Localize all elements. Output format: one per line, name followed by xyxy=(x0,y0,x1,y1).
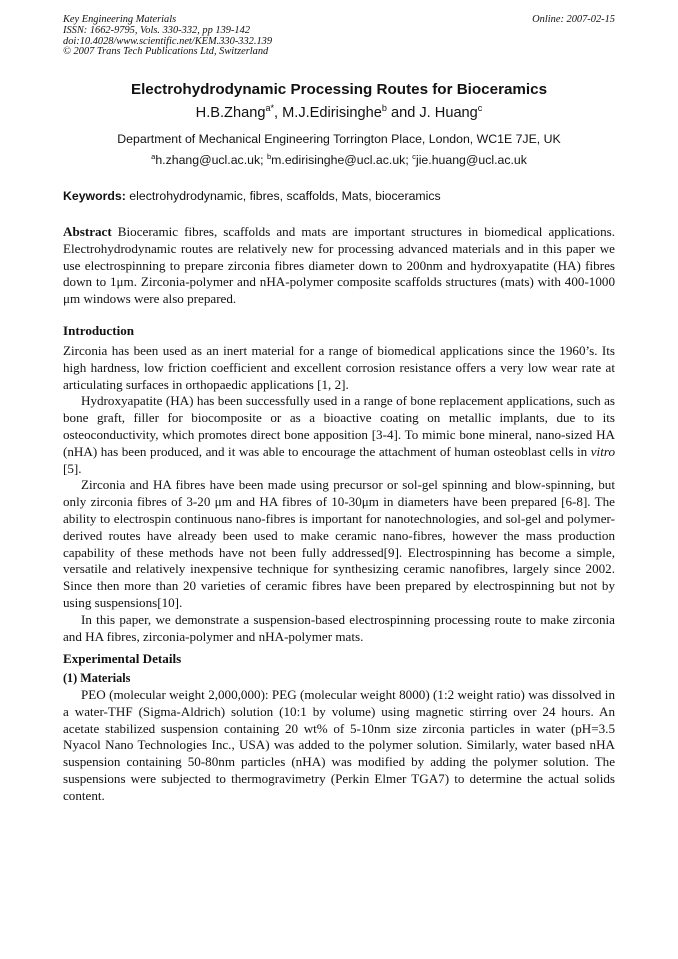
intro-paragraph-2-italic: vitro xyxy=(590,443,615,459)
journal-name: Key Engineering Materials xyxy=(63,14,177,25)
author-huang: and J. Huang xyxy=(386,105,478,121)
email-mark-a: a xyxy=(151,151,156,161)
intro-paragraph-2 xyxy=(63,393,615,477)
abstract-text: Bioceramic fibres, scaffolds and mats are important structures in biomedical applications. Electrohydrodynamic routes are relatively new for processing advanced materials and in this paper we use electrospinning to prepare zirconia fibres diameter down to 200nm and hydroxyapatite (HA) fibres down to 1μm. Zirconia-polymer and nHA-polymer composite scaffolds structures (mats) with 400-1000 μm windows were also prepared. xyxy=(63,224,615,307)
author-huang-mark: c xyxy=(477,103,483,114)
online-date: Online: 2007-02-15 xyxy=(532,14,615,25)
email-mark-c: c xyxy=(412,151,416,161)
email-list xyxy=(0,153,678,167)
author-edirisinghe: , M.J.Edirisinghe xyxy=(274,105,382,121)
experimental-heading: Experimental Details xyxy=(63,651,182,666)
email-mark-b: b xyxy=(266,151,272,161)
author-zhang-mark: a* xyxy=(265,103,274,114)
keywords-label: Keywords: xyxy=(63,189,126,203)
keywords-text: electrohydrodynamic, fibres, scaffolds, Mats, bioceramics xyxy=(125,189,441,203)
intro-paragraph-3: Zirconia and HA fibres have been made using precursor or sol-gel spinning and blow-spinning, but only zirconia fibres of 3-20 μm and HA fibres of 10-30μm in diameters have been prepared [6-8]. The ability to electrospin continuous nano-fibres is important for nanotechnologies, and sol-gel and polymer-derived routes have already been used to make ceramic nano-fibres, however the mass production capability of these methods have not been fully addressed[9]. Electrospinning has become a simple, versatile and relatively inexpensive technique for synthesizing ceramic nanofibres, largely since 2002. Since then more than 20 varieties of ceramic fibres have been prepared by electrospinning but not by using suspensions[10]. xyxy=(63,477,615,610)
introduction-body xyxy=(63,343,615,645)
introduction-heading: Introduction xyxy=(63,323,135,338)
materials-paragraph: PEO (molecular weight 2,000,000): PEG (molecular weight 8000) (1:2 weight ratio) was dissolved in a water-THF (Sigma-Aldrich) solution (10:1 by volume) using magnetic stirring over 24 hours. An acetate stabilized suspension containing 20 wt% of 5-10nm size zirconia particles in water (pH=3.5 Nyacol Nano Technologies Inc., USA) was added to the polymer solution. Similarly, water based nHA suspension containing 50-80nm particles (nHA) was modified by adding the polymer solution. The suspensions were subjected to thermogravimetry (Perkin Elmer TGA7) to determine the actual solids content. xyxy=(63,687,615,803)
journal-header xyxy=(63,15,615,58)
email-zhang: h.zhang@ucl.ac.uk; xyxy=(155,153,267,167)
author-edirisinghe-mark: b xyxy=(381,103,387,114)
email-huang: jie.huang@ucl.ac.uk xyxy=(415,153,527,167)
intro-paragraph-1: Zirconia has been used as an inert material for a range of biomedical applications since the 1960’s. Its high hardness, low friction coefficient and excellent corrosion resistance offers a very low wear rate at articulating surfaces in orthopaedic applications [1, 2]. xyxy=(63,343,615,392)
intro-paragraph-4: In this paper, we demonstrate a suspension-based electrospinning processing route to make zirconia and HA fibres, zirconia-polymer and nHA-polymer mats. xyxy=(63,611,615,644)
issn-line: ISSN: 1662-9795, Vols. 330-332, pp 139-142 xyxy=(63,24,251,36)
experimental-body xyxy=(63,687,615,805)
paper-title: Electrohydrodynamic Processing Routes for Bioceramics xyxy=(130,81,548,98)
doi-line: doi:10.4028/www.scientific.net/KEM.330-332.139 xyxy=(63,35,273,47)
email-edirisinghe: m.edirisinghe@ucl.ac.uk; xyxy=(271,153,413,167)
copyright-line: © 2007 Trans Tech Publications Ltd, Switzerland xyxy=(63,46,269,58)
intro-paragraph-2-end: [5]. xyxy=(63,460,82,476)
materials-subheading: (1) Materials xyxy=(63,671,131,685)
abstract xyxy=(63,224,615,308)
keywords xyxy=(63,189,615,203)
intro-paragraph-2-text: Hydroxyapatite (HA) has been successfully used in a range of bone replacement applications, such as bone graft, filler for biocomposite or as a bioactive coating on metallic implants, due to its osteoconductivity, which promotes direct bone apposition [3-4]. To mimic bone mineral, nano-sized HA (nHA) has been produced, and it was able to encourage the attachment of human osteoblast cells in xyxy=(63,393,615,459)
author-zhang: H.B.Zhang xyxy=(195,105,266,121)
affiliation: Department of Mechanical Engineering Torrington Place, London, WC1E 7JE, UK xyxy=(117,132,561,146)
author-list xyxy=(0,105,678,121)
abstract-label: Abstract xyxy=(63,224,112,239)
